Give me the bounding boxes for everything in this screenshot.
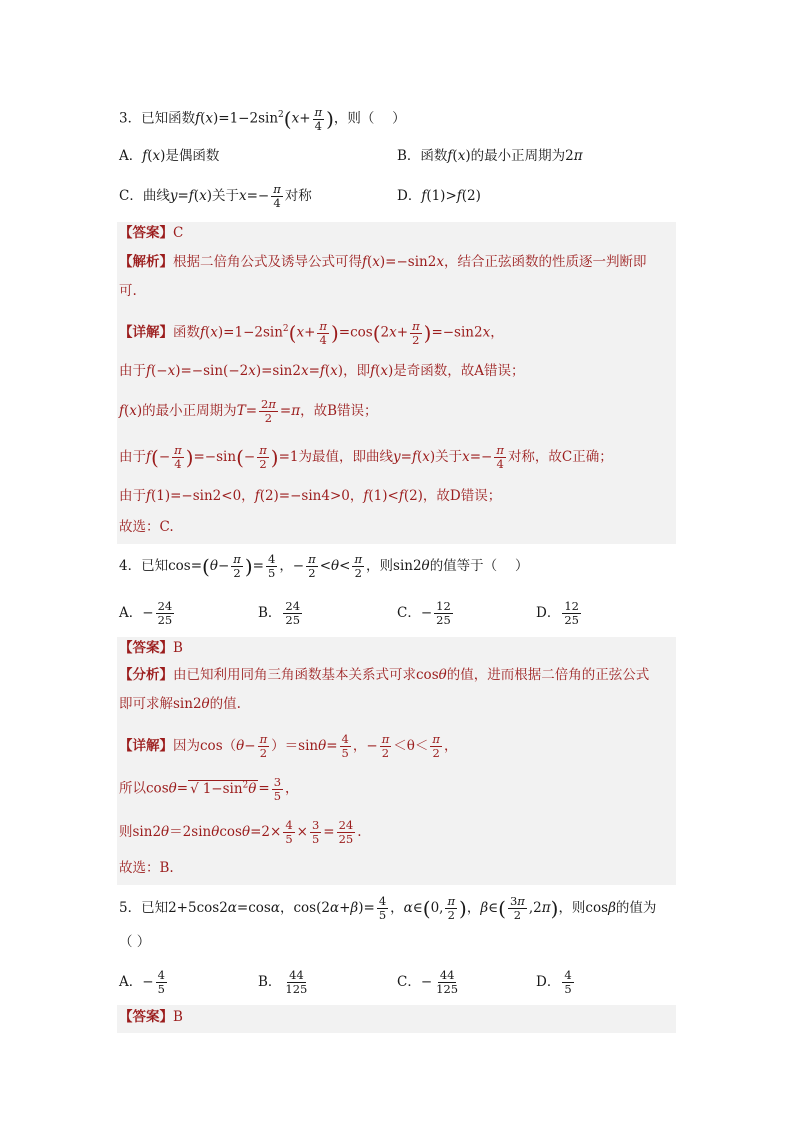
q4-answer: 【答案】B bbox=[119, 640, 183, 656]
q3-option-b: B．函数f(x)的最小正周期为2π bbox=[397, 148, 583, 164]
q5-option-b: B． $\frac{44}{125}$ bbox=[258, 968, 308, 996]
q3-conclusion: 故选：C. bbox=[119, 519, 174, 535]
q4-option-d: D． $\frac{12}{25}$ bbox=[536, 599, 579, 627]
q5-option-d: D． $\frac{4}{5}$ bbox=[536, 968, 572, 996]
q3-analysis: 【解析】根据二倍角公式及诱导公式可得f(x)=−sin2x，结合正弦函数的性质逐一判断即 bbox=[119, 254, 647, 270]
q5-answer-block bbox=[117, 1005, 676, 1033]
q3-option-c: C．曲线y=f(x)关于x=− $\frac{\pi}{4}$ 对称 bbox=[119, 182, 312, 210]
q5-option-a: A．− $\frac{4}{5}$ bbox=[119, 968, 165, 996]
q3-detail-4: 由于f(− $\frac{\pi}{4}$ )=−sin(− $\frac{\pi}{2}$ )=1为最值，即曲线y=f(x)关于x=− $\frac{\pi}{4}$ 对称，故C正确； bbox=[119, 443, 613, 471]
q3-detail-1: 【详解】函数$f(x)=1-2\sin^2(x+$ $\frac{\pi}{4}$ )=cos(2x+ $\frac{\pi}{2}$ )=−sin2x， bbox=[119, 318, 504, 347]
q5-stem: 5．已知2+5cos2α=cosα，cos(2α+β)= $\frac{4}{5}$ ，α∈(0, $\frac{\pi}{2}$ )，β∈( $\frac{3\pi}{2}$ ,2π)，则cosβ的值为 bbox=[119, 894, 657, 922]
q5-option-c: C．− $\frac{44}{125}$ bbox=[397, 968, 459, 996]
q4-stem: 4．已知cos=(θ− $\frac{\pi}{2}$ )= $\frac{4}{5}$ ，− $\frac{\pi}{2}$ <θ< $\frac{\pi}{2}$ ，则sin2θ的值等于（ ） bbox=[119, 552, 529, 580]
q3-stem: 3．已知函数$f(x)=1-2\sin^2(x+$ $\frac{\pi}{4}$ )，则（ ） bbox=[119, 104, 406, 133]
q4-analysis: 【分析】由已知利用同角三角函数基本关系式可求cosθ的值，进而根据二倍角的正弦公式 bbox=[119, 667, 650, 683]
q4-conclusion: 故选：B. bbox=[119, 860, 174, 876]
q4-analysis-cont: 即可求解sin2θ的值. bbox=[119, 696, 241, 712]
q3-detail-5: 由于f(1)=−sin2<0，f(2)=−sin4>0，f(1)<f(2)，故D错误； bbox=[119, 488, 502, 504]
q3-analysis-cont: 可. bbox=[119, 283, 137, 299]
q5-stem-cont: （ ） bbox=[119, 934, 151, 950]
q4-detail-3: 则sin2θ＝2sinθcosθ=2× $\frac{4}{5}$ × $\frac{3}{5}$ = $\frac{24}{25}$ . bbox=[119, 818, 362, 846]
q4-option-a: A．− $\frac{24}{25}$ bbox=[119, 599, 173, 627]
q4-option-c: C．− $\frac{12}{25}$ bbox=[397, 599, 451, 627]
q3-detail-3: f(x)的最小正周期为T= $\frac{2\pi}{2}$ =π，故B错误； bbox=[119, 397, 378, 425]
q3-option-d: D．f(1)>f(2) bbox=[397, 188, 481, 204]
q4-detail-2: 所以cosθ= √ $1-\sin^2\theta$ = $\frac{3}{5}$ ， bbox=[119, 774, 299, 803]
q4-option-b: B． $\frac{24}{25}$ bbox=[258, 599, 301, 627]
q3-option-a: A．f(x)是偶函数 bbox=[119, 148, 220, 164]
q5-answer: 【答案】B bbox=[119, 1009, 183, 1025]
q3-answer: 【答案】C bbox=[119, 225, 184, 241]
q3-detail-2: 由于f(−x)=−sin(−2x)=sin2x=f(x)，即f(x)是奇函数，故A错误； bbox=[119, 363, 525, 379]
q4-detail-1: 【详解】因为cos（θ− $\frac{\pi}{2}$ ）＝sinθ= $\frac{4}{5}$ ，− $\frac{\pi}{2}$ ＜θ＜ $\frac{\pi}{2}$ ， bbox=[119, 732, 458, 760]
